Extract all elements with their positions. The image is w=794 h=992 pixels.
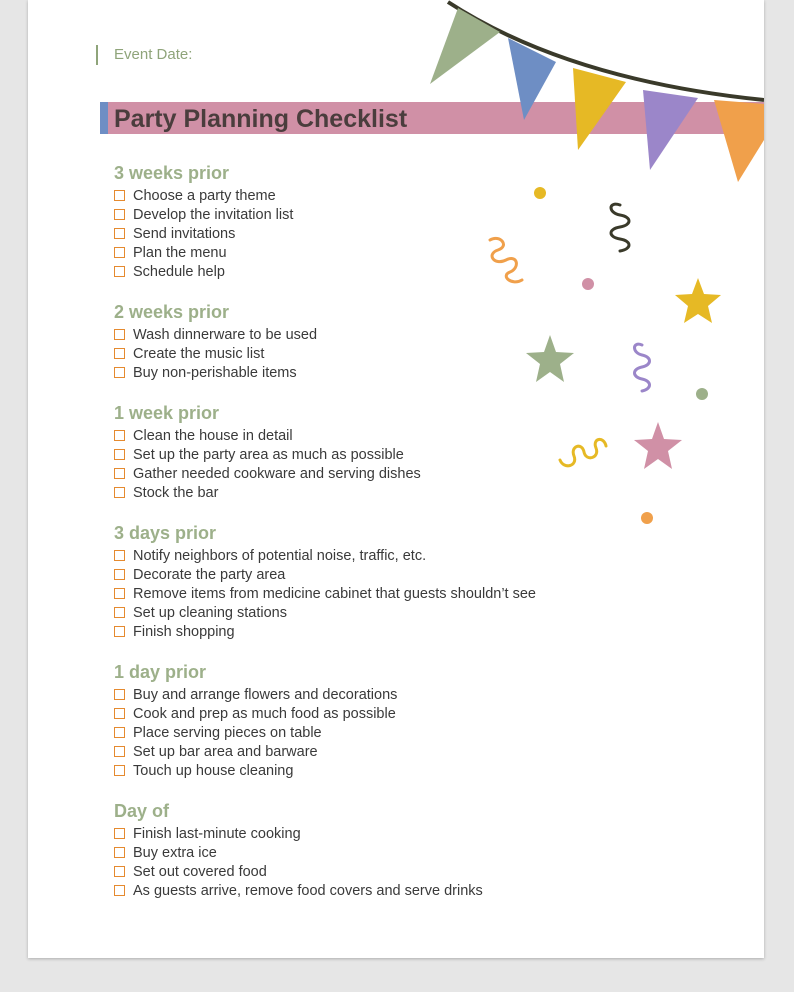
checkbox-icon[interactable] (114, 847, 125, 858)
checklist-item (114, 426, 754, 445)
checklist-item (114, 464, 754, 483)
checklist-item (114, 363, 754, 382)
checkbox-icon[interactable] (114, 468, 125, 479)
checkbox-icon[interactable] (114, 885, 125, 896)
checklist-item-label: Clean the house in detail (133, 427, 293, 444)
event-date-label: Event Date: (96, 45, 192, 65)
checklist-item (114, 344, 754, 363)
checkbox-icon[interactable] (114, 449, 125, 460)
checklist-item (114, 262, 754, 281)
section-heading: 1 day prior (114, 662, 207, 682)
checkbox-icon[interactable] (114, 550, 125, 561)
checkbox-icon[interactable] (114, 228, 125, 239)
checklist-item-label: Create the music list (133, 345, 265, 362)
document-page (28, 0, 764, 958)
checkbox-icon[interactable] (114, 348, 125, 359)
checklist-item-label: Set up bar area and barware (133, 743, 318, 760)
checklist-section (114, 299, 754, 382)
checklist-item (114, 723, 754, 742)
checklist-item-label: Touch up house cleaning (133, 762, 294, 779)
checklist-item-label: Cook and prep as much food as possible (133, 705, 396, 722)
checklist-item (114, 862, 754, 881)
checkbox-icon[interactable] (114, 209, 125, 220)
checklist-item-label: Set up cleaning stations (133, 604, 287, 621)
checklist-item-label: Remove items from medicine cabinet that guests shouldn’t see (133, 585, 536, 602)
section-heading: Day of (114, 801, 170, 821)
checkbox-icon[interactable] (114, 329, 125, 340)
checklist-item-label: Buy extra ice (133, 844, 217, 861)
section-heading: 3 weeks prior (114, 163, 230, 183)
checklist-section (114, 160, 754, 281)
checkbox-icon[interactable] (114, 569, 125, 580)
checkbox-icon[interactable] (114, 828, 125, 839)
checklist-item (114, 742, 754, 761)
checkbox-icon[interactable] (114, 588, 125, 599)
checkbox-icon[interactable] (114, 430, 125, 441)
checklist-item-label: Set up the party area as much as possible (133, 446, 404, 463)
checklist-item (114, 824, 754, 843)
checklist-section (114, 798, 754, 900)
checklist-item (114, 584, 754, 603)
checklist-item-label: Stock the bar (133, 484, 219, 501)
checklist-item-label: Wash dinnerware to be used (133, 326, 318, 343)
checklist-item (114, 565, 754, 584)
checklist-section (114, 400, 754, 502)
checklist-item (114, 843, 754, 862)
checklist-item (114, 761, 754, 780)
checklist-item (114, 881, 754, 900)
checkbox-icon[interactable] (114, 626, 125, 637)
section-heading: 1 week prior (114, 403, 220, 423)
checklist-item-label: Develop the invitation list (133, 206, 294, 223)
section-heading: 3 days prior (114, 523, 217, 543)
checklist-section (114, 659, 754, 780)
checklist-item-label: Plan the menu (133, 244, 227, 261)
checkbox-icon[interactable] (114, 487, 125, 498)
checklist-item (114, 603, 754, 622)
checklist-item (114, 445, 754, 464)
checklist-item-label: Set out covered food (133, 863, 267, 880)
checklist-item (114, 224, 754, 243)
checkbox-icon[interactable] (114, 607, 125, 618)
checklist-item (114, 546, 754, 565)
checkbox-icon[interactable] (114, 765, 125, 776)
checklist-item-label: Finish shopping (133, 623, 235, 640)
checklist-item (114, 483, 754, 502)
page-title: Party Planning Checklist (114, 105, 408, 133)
checkbox-icon[interactable] (114, 746, 125, 757)
checkbox-icon[interactable] (114, 727, 125, 738)
checkbox-icon[interactable] (114, 190, 125, 201)
checklist-sections (114, 160, 754, 918)
checkbox-icon[interactable] (114, 266, 125, 277)
checklist-section (114, 520, 754, 641)
checklist-item-label: Buy non-perishable items (133, 364, 297, 381)
checklist-item-label: Buy and arrange flowers and decorations (133, 686, 398, 703)
checklist-item (114, 243, 754, 262)
checklist-item-label: Send invitations (133, 225, 236, 242)
title-accent-bar (100, 102, 108, 134)
checklist-item-label: As guests arrive, remove food covers and serve drinks (133, 882, 483, 899)
checklist-item (114, 325, 754, 344)
section-heading: 2 weeks prior (114, 302, 230, 322)
checklist-item-label: Choose a party theme (133, 187, 276, 204)
checklist-item (114, 622, 754, 641)
checklist-item-label: Schedule help (133, 263, 225, 280)
pennant-green-icon (430, 8, 500, 84)
bunting-string-icon (448, 2, 764, 100)
checkbox-icon[interactable] (114, 866, 125, 877)
checkbox-icon[interactable] (114, 367, 125, 378)
checklist-item-label: Notify neighbors of potential noise, traffic, etc. (133, 547, 427, 564)
checkbox-icon[interactable] (114, 689, 125, 700)
checkbox-icon[interactable] (114, 708, 125, 719)
checklist-item-label: Decorate the party area (133, 566, 286, 583)
checklist-item-label: Finish last-minute cooking (133, 825, 301, 842)
checklist-item (114, 186, 754, 205)
checklist-item (114, 704, 754, 723)
checkbox-icon[interactable] (114, 247, 125, 258)
checklist-item (114, 205, 754, 224)
checklist-item-label: Gather needed cookware and serving dishes (133, 465, 421, 482)
checklist-item-label: Place serving pieces on table (133, 724, 322, 741)
checklist-item (114, 685, 754, 704)
